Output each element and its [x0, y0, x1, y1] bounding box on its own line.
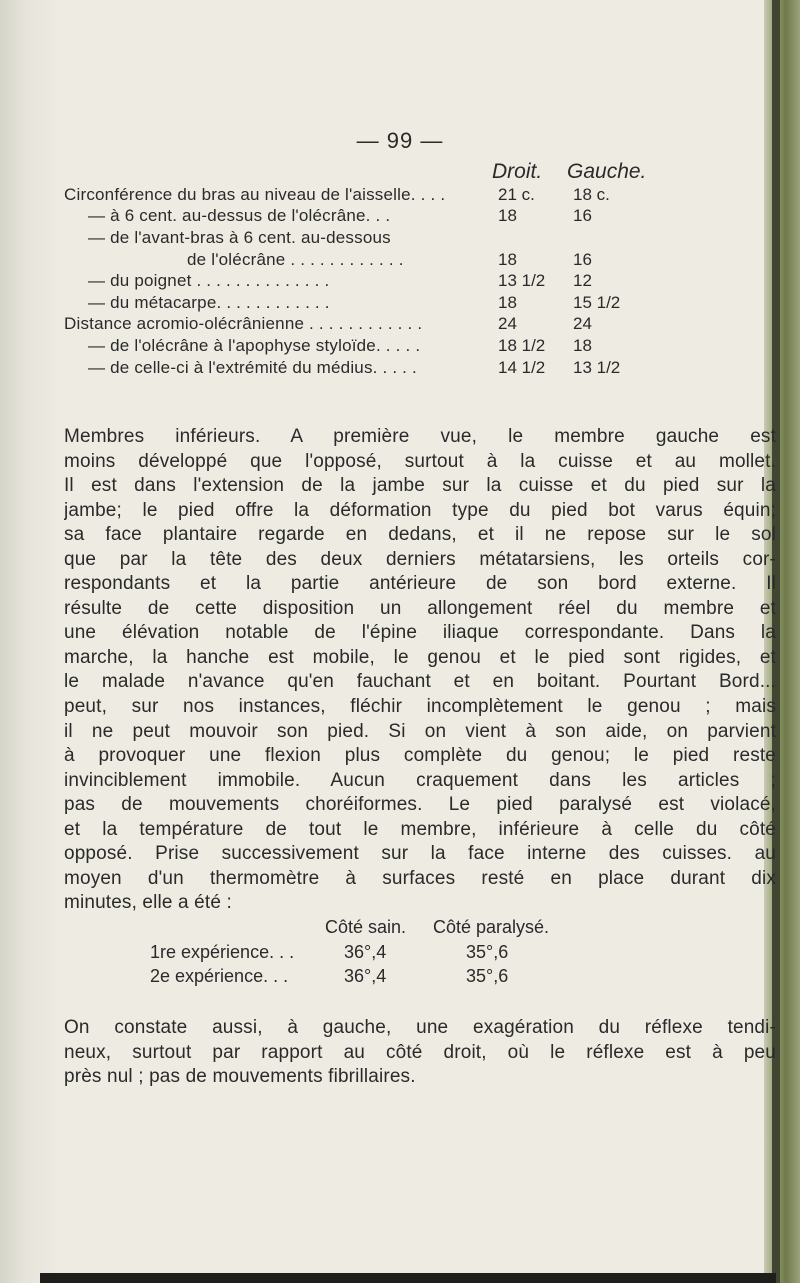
page-number: — 99 — [356, 128, 444, 153]
temp-row-label: 2e expérience. . . [150, 966, 289, 986]
temp-cell-paralyzed: 35°,6 [466, 942, 509, 962]
table-cell-left: 16 [573, 250, 592, 269]
text-line: peut, sur nos instances, fléchir incomplètement le genou ; mais [64, 696, 776, 718]
page-shadow-left [0, 0, 60, 1283]
table-cell-right: 18 [498, 250, 517, 269]
table-cell-right: 18 [498, 206, 517, 225]
text-line: On constate aussi, à gauche, une exagération du réflexe tendi- [64, 1017, 776, 1038]
text-line: à provoquer une flexion plus complète du genou; le pied reste [64, 745, 776, 767]
text-line: marche, la hanche est mobile, le genou et le pied sont rigides, et [64, 646, 776, 668]
table-row-label: — de celle-ci à l'extrémité du médius. . . . . [88, 358, 417, 377]
text-line: opposé. Prise successivement sur la face interne des cuisses. au [64, 843, 776, 865]
temp-cell-healthy: 36°,4 [344, 966, 387, 986]
text-line: il ne peut mouvoir son pied. Si on vient à son aide, on parvient [64, 720, 776, 742]
table-cell-left: 24 [573, 314, 592, 333]
table-row-label: Distance acromio-olécrânienne . . . . . . . . . . . . [64, 314, 423, 333]
table-cell-right: 14 1/2 [498, 358, 546, 377]
table-row-label: — de l'olécrâne à l'apophyse styloïde. . . . . [88, 336, 421, 355]
table-row-label: — à 6 cent. au-dessus de l'olécrâne. . . [88, 206, 391, 225]
table-row-label: de l'olécrâne . . . . . . . . . . . . [187, 250, 404, 269]
text-line: que par la tête des deux derniers métatarsiens, les orteils cor- [64, 548, 776, 570]
table-cell-left: 13 1/2 [573, 358, 621, 377]
book-edge-bottom [40, 1273, 776, 1283]
table-cell-right: 24 [498, 314, 517, 333]
text-line: le malade n'avance qu'en fauchant et en boitant. Pourtant Bord... [64, 671, 776, 693]
text-line: respondants et la partie antérieure de son bord externe. Il [64, 573, 776, 595]
text-line: jambe; le pied offre la déformation type du pied bot varus équin; [64, 499, 776, 521]
text-line: Membres inférieurs. A première vue, le membre gauche est [64, 426, 776, 447]
table-cell-left: 16 [573, 206, 592, 225]
table-row-label: — du métacarpe. . . . . . . . . . . . [88, 293, 330, 312]
text-line: invinciblement immobile. Aucun craquement dans les articles ; [64, 769, 776, 791]
text-line: près nul ; pas de mouvements fibrillaires. [64, 1066, 416, 1088]
text-line: neux, surtout par rapport au côté droit, où le réflexe est à peu [64, 1041, 776, 1063]
table-cell-left: 18 [573, 336, 592, 355]
text-line: Il est dans l'extension de la jambe sur la cuisse et du pied sur la [64, 475, 776, 497]
text-line: moins développé que l'opposé, surtout à la cuisse et au mollet. [64, 450, 776, 472]
table-row-label: — de l'avant-bras à 6 cent. au-dessous [88, 228, 391, 247]
column-header-right: Droit. [492, 160, 543, 183]
text-line: une élévation notable de l'épine iliaque correspondante. Dans la [64, 622, 776, 644]
table-row-label: — du poignet . . . . . . . . . . . . . . [88, 271, 330, 290]
table-cell-left: 18 c. [573, 185, 610, 204]
text-line: minutes, elle a été : [64, 892, 232, 914]
table-cell-left: 12 [573, 271, 592, 290]
text-line: sa face plantaire regarde en dedans, et il ne repose sur le sol [64, 524, 776, 546]
temp-header-paralyzed: Côté paralysé. [433, 917, 550, 937]
table-cell-right: 18 [498, 293, 517, 312]
body-paragraph [64, 1016, 776, 1090]
temp-header-healthy: Côté sain. [325, 917, 407, 937]
temp-cell-healthy: 36°,4 [344, 942, 387, 962]
text-line: moyen d'un thermomètre à surfaces resté en place durant dix [64, 867, 776, 889]
table-cell-right: 18 1/2 [498, 336, 546, 355]
table-row-label: Circonférence du bras au niveau de l'aisselle. . . . [64, 185, 446, 204]
text-line: pas de mouvements choréiformes. Le pied paralysé est violacé, [64, 794, 776, 816]
table-cell-left: 15 1/2 [573, 293, 621, 312]
temp-cell-paralyzed: 35°,6 [466, 966, 509, 986]
body-paragraph [64, 425, 776, 916]
text-line: et la température de tout le membre, inférieure à celle du côté [64, 818, 776, 840]
column-header-left: Gauche. [567, 160, 647, 183]
temp-row-label: 1re expérience. . . [150, 942, 295, 962]
table-cell-right: 21 c. [498, 185, 535, 204]
table-cell-right: 13 1/2 [498, 271, 546, 290]
text-line: résulte de cette disposition un allongement réel du membre et [64, 597, 776, 619]
